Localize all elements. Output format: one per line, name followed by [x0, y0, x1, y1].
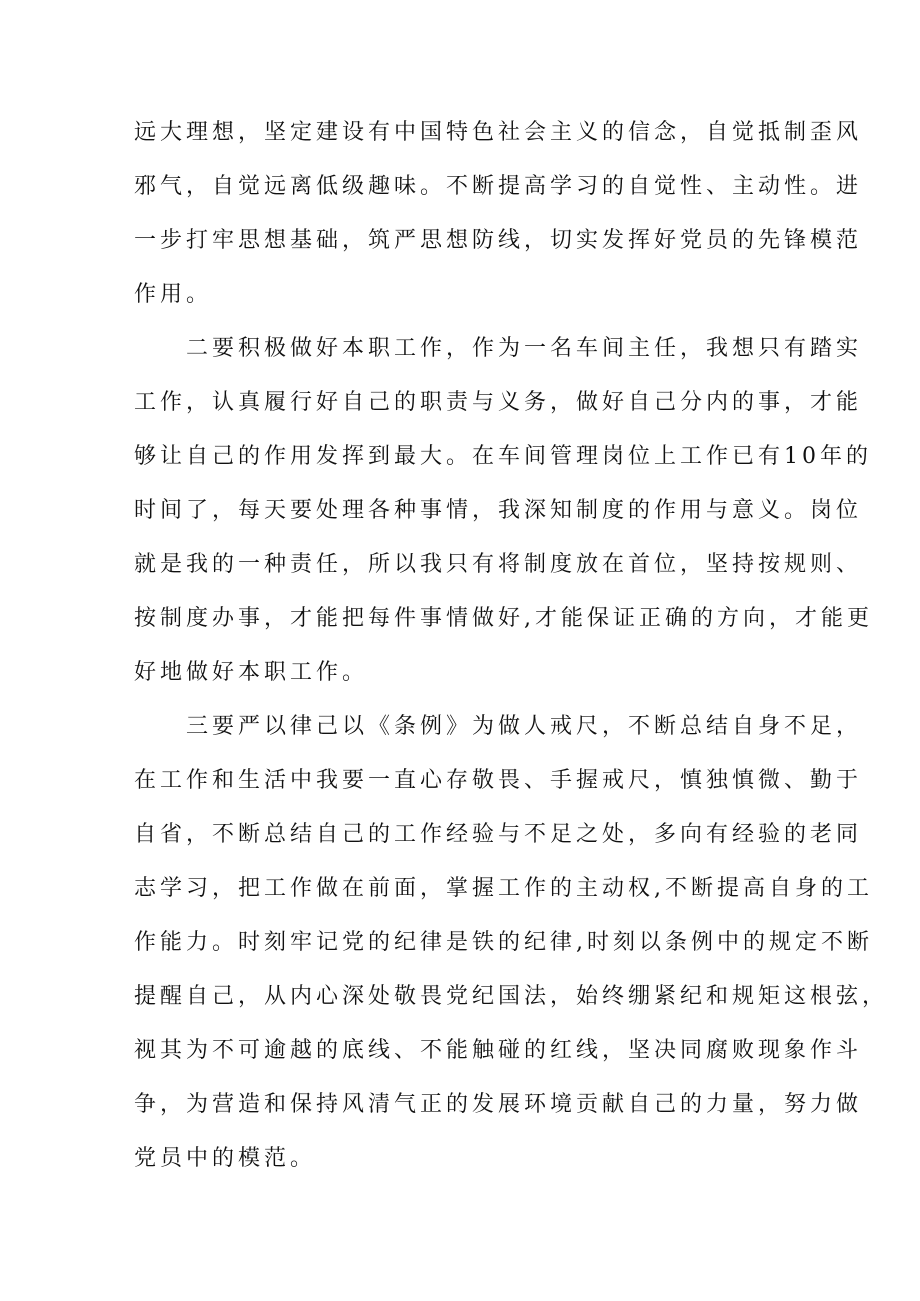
text-line: 作能力。时刻牢记党的纪律是铁的纪律,时刻以条例中的规定不断: [134, 930, 873, 955]
text-line: 视其为不可逾越的底线、不能触碰的红线，坚决同腐败现象作斗: [134, 1038, 863, 1063]
text-line: 自省，不断总结自己的工作经验与不足之处，多向有经验的老同: [134, 822, 863, 847]
text-line: 二要积极做好本职工作，作为一名车间主任，我想只有踏实: [186, 336, 863, 361]
text-line: 工作，认真履行好自己的职责与义务，做好自己分内的事，才能: [134, 390, 863, 415]
text-line: 作用。: [134, 282, 213, 307]
text-line: 三要严以律己以《条例》为做人戒尺，不断总结自身不足，: [186, 714, 863, 739]
text-line: 就是我的一种责任，所以我只有将制度放在首位，坚持按规则、: [134, 552, 863, 577]
text-line: 好地做好本职工作。: [134, 660, 369, 685]
text-line: 志学习，把工作做在前面，掌握工作的主动权,不断提高自身的工: [134, 876, 873, 901]
text-line: 按制度办事，才能把每件事情做好,才能保证正确的方向，才能更: [134, 606, 873, 631]
paragraph-1: [134, 106, 863, 322]
text-line: 争，为营造和保持风清气正的发展环境贡献自己的力量，努力做: [134, 1092, 863, 1117]
text-line: 邪气，自觉远离低级趣味。不断提高学习的自觉性、主动性。进: [134, 174, 863, 199]
text-line: 远大理想，坚定建设有中国特色社会主义的信念，自觉抵制歪风: [134, 120, 863, 145]
text-line: 一步打牢思想基础，筑严思想防线，切实发挥好党员的先锋模范: [134, 228, 863, 253]
text-line: 够让自己的作用发挥到最大。在车间管理岗位上工作已有10年的: [134, 444, 872, 469]
paragraph-2: [134, 322, 873, 700]
text-line: 党员中的模范。: [134, 1146, 317, 1171]
text-line: 提醒自己，从内心深处敬畏党纪国法，始终绷紧纪和规矩这根弦，: [134, 984, 889, 1009]
text-line: 时间了，每天要处理各种事情，我深知制度的作用与意义。岗位: [134, 498, 863, 523]
text-line: 在工作和生活中我要一直心存敬畏、手握戒尺，慎独慎微、勤于: [134, 768, 863, 793]
document-body: [134, 106, 889, 1186]
paragraph-3: [134, 700, 889, 1186]
